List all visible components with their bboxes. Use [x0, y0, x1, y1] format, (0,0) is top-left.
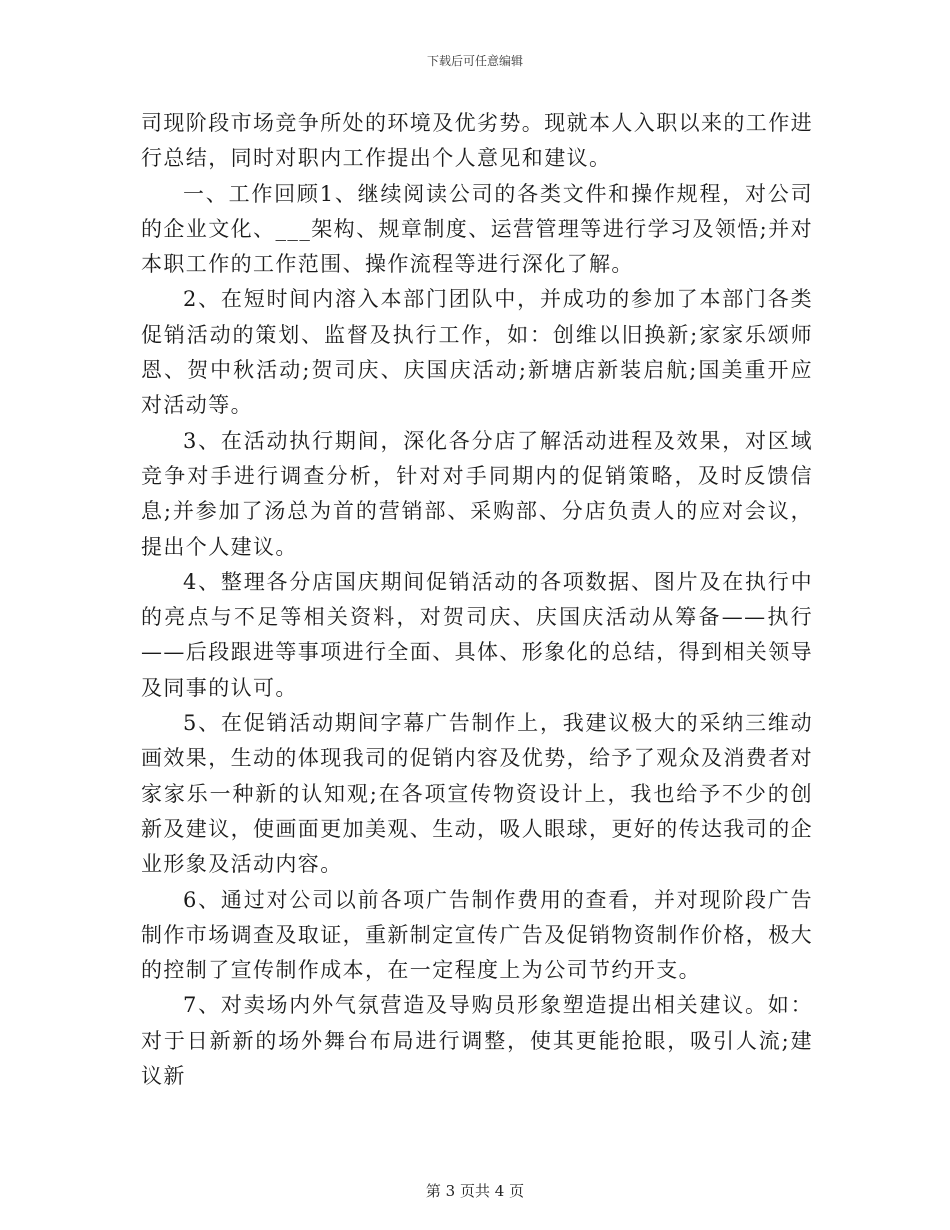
page-footer: 第 3 页共 4 页	[425, 1182, 525, 1200]
paragraph-work-review: 一、工作回顾1、继续阅读公司的各类文件和操作规程，对公司的企业文化、___架构、规章制度、运营管理等进行学习及领悟;并对本职工作的工作范围、操作流程等进行深化了解。	[141, 181, 813, 277]
paragraph-item-3: 3、在活动执行期间，深化各分店了解活动进程及效果，对区域竞争对手进行调查分析，针对对手同期内的促销策略，及时反馈信息;并参加了汤总为首的营销部、采购部、分店负责人的应对会议，提出个人建议。	[141, 428, 813, 559]
paragraph-item-5: 5、在促销活动期间字幕广告制作上，我建议极大的采纳三维动画效果，生动的体现我司的促销内容及优势，给予了观众及消费者对家家乐一种新的认知观;在各项宣传物资设计上，我也给予不少的创新及建议，使画面更加美观、生动，吸人眼球，更好的传达我司的企业形象及活动内容。	[141, 711, 813, 877]
page-header: 下载后可任意编辑	[426, 54, 523, 68]
paragraph-continued: 司现阶段市场竞争所处的环境及优劣势。现就本人入职以来的工作进行总结，同时对职内工作提出个人意见和建议。	[141, 111, 813, 171]
paragraph-item-4: 4、整理各分店国庆期间促销活动的各项数据、图片及在执行中的亮点与不足等相关资料，对贺司庆、庆国庆活动从筹备——执行——后段跟进等事项进行全面、具体、形象化的总结，得到相关领导及同事的认可。	[141, 569, 813, 700]
document-body	[141, 106, 813, 1094]
paragraph-item-7: 7、对卖场内外气氛营造及导购员形象塑造提出相关建议。如：对于日新新的场外舞台布局进行调整，使其更能抢眼，吸引人流;建议新	[141, 993, 813, 1089]
paragraph-item-2: 2、在短时间内溶入本部门团队中，并成功的参加了本部门各类促销活动的策划、监督及执行工作，如：创维以旧换新;家家乐颂师恩、贺中秋活动;贺司庆、庆国庆活动;新塘店新装启航;国美重开应对活动等。	[141, 287, 813, 418]
paragraph-item-6: 6、通过对公司以前各项广告制作费用的查看，并对现阶段广告制作市场调查及取证，重新制定宣传广告及促销物资制作价格，极大的控制了宣传制作成本，在一定程度上为公司节约开支。	[141, 887, 813, 983]
